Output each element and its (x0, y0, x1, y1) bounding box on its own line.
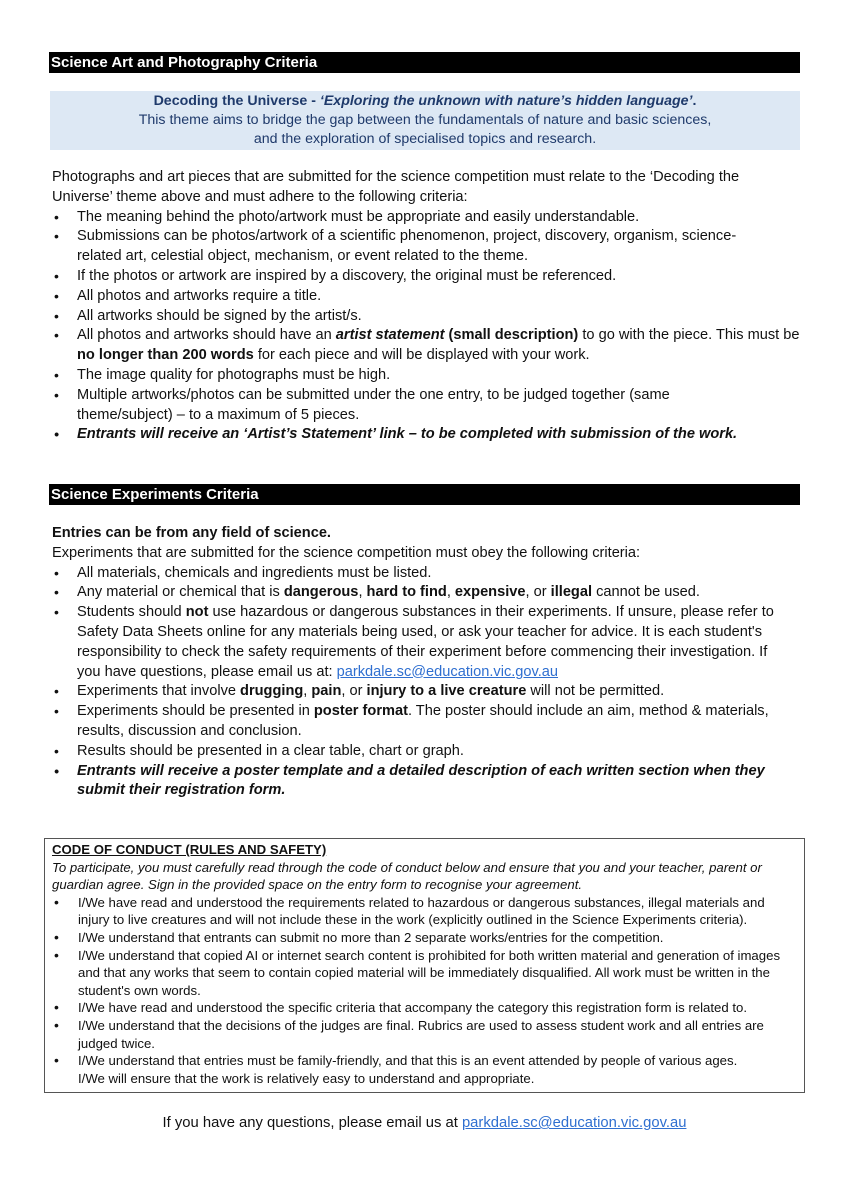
text: I/We will ensure that the work is relatively easy to understand and appropriate. (78, 1070, 535, 1086)
code-of-conduct-box (44, 838, 805, 1093)
emphasis: pain (311, 683, 342, 700)
list-item: • The image quality for photographs must be high. (52, 366, 812, 386)
list-item: • I/We understand that copied AI or internet search content is prohibited for both written material and generation of images and that any works that seem to contain copied material will be immediately disqualified. All work must be written in the student's own words. (52, 947, 796, 1000)
theme-box (50, 91, 800, 150)
list-item-artist-statement (52, 326, 802, 366)
text: Students should (77, 604, 186, 621)
footer-text: If you have any questions, please email us at (162, 1115, 462, 1131)
theme-title-prefix: Decoding the Universe - (153, 93, 320, 109)
theme-line-2: This theme aims to bridge the gap between the fundamentals of nature and basic sciences, (138, 112, 712, 128)
list-item: • I/We have read and understood the requirements related to hazardous or dangerous substances, illegal materials and injury to live creatures and will not include these in the work (explicitly outlined in the Science Experiments criteria). (52, 894, 796, 929)
theme-title (50, 91, 800, 111)
list-item-poster (52, 702, 812, 742)
text: Experiments should be presented in (77, 703, 314, 720)
text: . The poster should include an aim, method & materials, results, discussion and conclusion. (77, 703, 769, 739)
text: • I/We understand that entries must be family-friendly, and that this is an event attended by people of various ages. (78, 1053, 738, 1069)
conduct-title: CODE OF CONDUCT (RULES AND SAFETY) (52, 842, 327, 857)
list-item (52, 1052, 796, 1087)
emphasis: poster format (313, 703, 408, 720)
list-item: • Results should be presented in a clear table, chart or graph. (52, 742, 812, 762)
text: , or (525, 584, 551, 601)
list-item-final: • Entrants will receive a poster template and a detailed description of each written section when they submit their registration form. (52, 762, 797, 802)
text: , (446, 584, 455, 601)
theme-title-suffix: . (692, 93, 697, 109)
theme-line-3: and the exploration of specialised topics and research. (253, 131, 597, 147)
emphasis: illegal (550, 584, 593, 601)
art-intro: Photographs and art pieces that are submitted for the science competition must relate to the ‘Decoding the Universe’ theme above and must adhere to the following criteria: (52, 169, 740, 205)
text: for each piece and will be displayed with your work. (253, 347, 590, 364)
art-section-header (49, 52, 800, 73)
list-item: • I/We understand that entrants can submit no more than 2 separate works/entries for the competition. (52, 929, 796, 947)
footer-email-link[interactable]: parkdale.sc@education.vic.gov.au (461, 1115, 687, 1131)
exp-section-title: Science Experiments Criteria (49, 484, 259, 506)
art-criteria (52, 168, 812, 445)
list-item: • All materials, chemicals and ingredients must be listed. (52, 564, 812, 584)
emphasis: (small description) (444, 327, 579, 344)
exp-section-header (49, 484, 800, 505)
text: will not be permitted. (526, 683, 665, 700)
list-item: • All photos and artworks require a title. (52, 287, 812, 307)
entries-note: Entries can be from any field of science. (52, 525, 331, 541)
text: All photos and artworks should have an (77, 327, 336, 344)
emphasis: hard to find (366, 584, 447, 601)
list-item: • If the photos or artwork are inspired by a discovery, the original must be referenced. (52, 267, 812, 287)
emphasis: no longer than 200 words (77, 347, 254, 364)
list-item: • All artworks should be signed by the artist/s. (52, 307, 812, 327)
list-item-creature (52, 682, 812, 702)
emphasis: drugging (240, 683, 304, 700)
art-criteria-list (52, 208, 812, 446)
list-item: • I/We understand that the decisions of the judges are final. Rubrics are used to assess student work and all entries are judged twice. (52, 1017, 796, 1052)
list-item: • Submissions can be photos/artwork of a scientific phenomenon, project, discovery, organism, science-related art, celestial object, mechanism, or event related to the theme. (52, 227, 777, 267)
text: , or (341, 683, 367, 700)
text: Any material or chemical that is (77, 584, 284, 601)
footer-contact (0, 1113, 849, 1133)
emphasis: dangerous (283, 584, 359, 601)
art-section-title: Science Art and Photography Criteria (49, 52, 317, 74)
emphasis: injury to a live creature (366, 683, 527, 700)
list-item: • Multiple artworks/photos can be submitted under the one entry, to be judged together (same theme/subject) – to a maximum of 5 pieces. (52, 386, 737, 426)
conduct-list (52, 894, 796, 1088)
exp-intro: Experiments that are submitted for the science competition must obey the following criteria: (52, 544, 641, 561)
text: cannot be used. (592, 584, 700, 601)
theme-title-italic: ‘Exploring the unknown with nature’s hidden language’ (319, 93, 693, 109)
text: , (303, 683, 312, 700)
emphasis: artist statement (335, 327, 445, 344)
list-item: • I/We have read and understood the specific criteria that accompany the category this registration form is related to. (52, 999, 796, 1017)
list-item: • The meaning behind the photo/artwork must be appropriate and easily understandable. (52, 208, 812, 228)
list-item-final: • Entrants will receive an ‘Artist’s Statement’ link – to be completed with submission of the work. (52, 425, 812, 445)
text: to go with the piece. This must be (578, 327, 800, 344)
conduct-intro: To participate, you must carefully read through the code of conduct below and ensure that you and your teacher, parent or guardian agree. Sign in the provided space on the entry form to recognise your agreement. (52, 859, 762, 893)
list-item-hazard (52, 603, 792, 682)
exp-criteria-list (52, 564, 812, 802)
exp-criteria (52, 524, 812, 801)
email-link[interactable]: parkdale.sc@education.vic.gov.au (336, 663, 559, 680)
text: , (358, 584, 367, 601)
emphasis: expensive (454, 584, 526, 601)
list-item-material-rule (52, 583, 812, 603)
text: Experiments that involve (77, 683, 241, 700)
text: use hazardous or dangerous substances in their experiments. If unsure, please refer to Safety Data Sheets online for any materials being used, or ask your teacher for advice. It is each student's responsibility to check the safety requirements of their experiment before commencing their investigation. If you have questions, please email us at: (77, 604, 774, 680)
emphasis: not (185, 604, 209, 621)
